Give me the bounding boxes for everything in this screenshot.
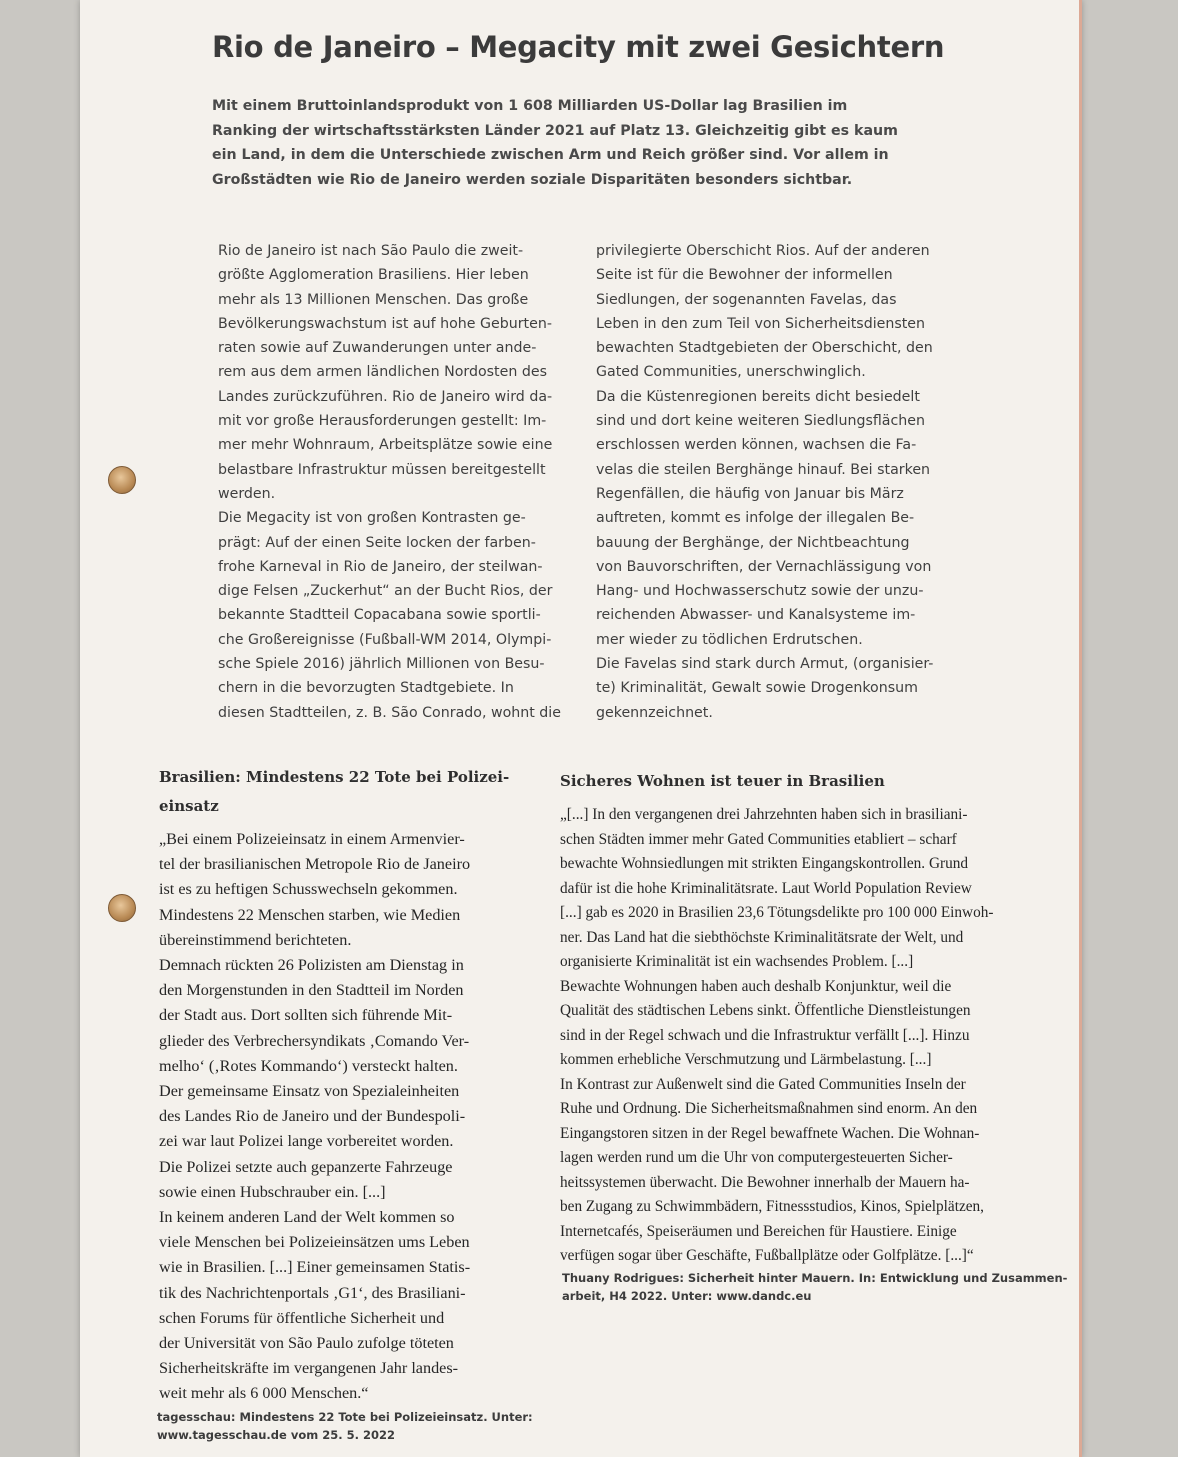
box-left-text: [159, 827, 529, 1407]
punch-hole-top: [108, 466, 136, 494]
box-left-line: den Morgenstunden in den Stadtteil im Norden: [159, 981, 464, 1000]
body-line: Die Megacity ist von großen Kontrasten ge-: [218, 510, 526, 527]
body-line: che Großereignisse (Fußball-WM 2014, Olympi-: [218, 631, 552, 648]
body-line: Die Favelas sind stark durch Armut, (organisier-: [596, 656, 934, 673]
box-left-line: glieder des Verbrechersyndikats ‚Comando Ver-: [159, 1031, 470, 1050]
page-title: Rio de Janeiro – Megacity mit zwei Gesichtern: [212, 30, 945, 64]
body-line: chern in die bevorzugten Stadtgebiete. In: [218, 680, 514, 697]
body-line: velas die steilen Berghänge hinauf. Bei starken: [596, 461, 931, 478]
box-left-line: übereinstimmend berichteten.: [159, 930, 352, 949]
body-line: Gated Communities, unerschwinglich.: [596, 364, 866, 381]
body-line: mehr als 13 Millionen Menschen. Das große: [218, 291, 529, 308]
box-right-line: heitssystemen überwacht. Die Bewohner innerhalb der Mauern ha-: [560, 1173, 970, 1191]
box-left-line: Mindestens 22 Menschen starben, wie Medien: [159, 905, 461, 924]
box-left-line: Die Polizei setzte auch gepanzerte Fahrzeuge: [159, 1157, 453, 1176]
box-right-title: Sicheres Wohnen ist teuer in Brasilien: [560, 772, 885, 790]
box-left-line: zei war laut Polizei lange vorbereitet worden.: [159, 1132, 454, 1151]
body-line: reichenden Abwasser- und Kanalsysteme im-: [596, 607, 916, 624]
box-left-line: wie in Brasilien. [...] Einer gemeinsamen Statis-: [159, 1258, 471, 1277]
box-right-line: In Kontrast zur Außenwelt sind die Gated Communities Inseln der: [560, 1075, 966, 1093]
source-line: www.tagesschau.de vom 25. 5. 2022: [157, 1428, 395, 1442]
box-right-line: lagen werden rund um die Uhr von computergesteuerten Sicher-: [560, 1149, 953, 1166]
body-line: Bevölkerungswachstum ist auf hohe Geburten-: [218, 315, 552, 332]
box-left-line: ist es zu heftigen Schusswechseln gekommen.: [159, 880, 458, 899]
body-line: größte Agglomeration Brasiliens. Hier leben: [218, 267, 529, 284]
intro-line: Großstädten wie Rio de Janeiro werden soziale Disparitäten besonders sichtbar.: [212, 171, 853, 188]
body-column-right: [596, 239, 976, 725]
box-left-line: tik des Nachrichtenportals ‚G1‘, des Brasiliani-: [159, 1283, 466, 1302]
body-line: Siedlungen, der sogenannten Favelas, das: [596, 291, 897, 308]
body-line: Regenfällen, die häufig von Januar bis März: [596, 485, 904, 502]
box-right-line: kommen erhebliche Verschmutzung und Lärmbelastung. [...]: [560, 1051, 932, 1068]
body-line: mer wieder zu tödlichen Erdrutschen.: [596, 631, 863, 648]
box-left-title-line: Brasilien: Mindestens 22 Tote bei Polizei-: [159, 768, 510, 786]
body-line: auftreten, kommt es infolge der illegalen Be-: [596, 510, 915, 527]
box-right-text: [560, 803, 1050, 1269]
box-left-line: viele Menschen bei Polizeieinsätzen ums Leben: [159, 1233, 470, 1252]
body-line: frohe Karneval in Rio de Janeiro, der steilwan-: [218, 558, 543, 575]
body-line: erschlossen werden können, wachsen die Fa-: [596, 437, 917, 454]
intro-line: Mit einem Bruttoinlandsprodukt von 1 608 Milliarden US-Dollar lag Brasilien im: [212, 98, 848, 114]
box-right-line: „[...] In den vergangenen drei Jahrzehnten haben sich in brasiliani-: [560, 806, 968, 823]
box-right-line: ner. Das Land hat die siebthöchste Kriminalitätsrate der Welt, und: [560, 928, 964, 946]
box-left-line: In keinem anderen Land der Welt kommen so: [159, 1208, 455, 1227]
box-right-source: [562, 1269, 1068, 1305]
body-line: raten sowie auf Zuwanderungen unter ande-: [218, 340, 537, 357]
box-left-line: schen Forums für öffentliche Sicherheit und: [159, 1308, 445, 1327]
box-left-line: tel der brasilianischen Metropole Rio de Janeiro: [159, 855, 471, 874]
body-line: belastbare Infrastruktur müssen bereitgestellt: [218, 461, 546, 478]
body-column-left: [218, 239, 578, 725]
box-right-line: schen Städten immer mehr Gated Communities etabliert – scharf: [560, 830, 957, 848]
box-left-line: „Bei einem Polizeieinsatz in einem Armenvier-: [159, 830, 465, 848]
box-left-line: der Stadt aus. Dort sollten sich führende Mit-: [159, 1006, 453, 1025]
intro-line: Ranking der wirtschaftsstärksten Länder 2021 auf Platz 13. Gleichzeitig gibt es kaum: [212, 122, 898, 139]
box-left-line: Sicherheitskräfte im vergangenen Jahr landes-: [159, 1359, 459, 1378]
body-line: prägt: Auf der einen Seite locken der farben-: [218, 534, 536, 551]
box-right-line: dafür ist die hohe Kriminalitätsrate. Laut World Population Review: [560, 879, 972, 897]
body-line: privilegierte Oberschicht Rios. Auf der anderen: [596, 243, 930, 259]
box-left-title-line: einsatz: [159, 797, 219, 815]
body-line: werden.: [218, 485, 276, 502]
source-line: tagesschau: Mindestens 22 Tote bei Polizeieinsatz. Unter:: [157, 1410, 533, 1424]
box-left-line: weit mehr als 6 000 Menschen.“: [159, 1384, 369, 1403]
box-left-line: Der gemeinsame Einsatz von Spezialeinheiten: [159, 1082, 460, 1101]
box-left-title: [159, 763, 539, 821]
box-left-source: [157, 1408, 537, 1444]
page-edge-mark: [1079, 0, 1082, 1457]
box-right-line: bewachte Wohnsiedlungen mit strikten Eingangskontrollen. Grund: [560, 855, 969, 872]
box-right-line: Bewachte Wohnungen haben auch deshalb Konjunktur, weil die: [560, 977, 952, 995]
body-line: rem aus dem armen ländlichen Nordosten des: [218, 364, 547, 381]
body-line: bewachten Stadtgebieten der Oberschicht, den: [596, 340, 933, 357]
punch-hole-bottom: [108, 894, 136, 922]
box-left-line: Demnach rückten 26 Polizisten am Dienstag in: [159, 956, 464, 975]
box-right-line: organisierte Kriminalität ist ein wachsendes Problem. [...]: [560, 953, 914, 970]
body-line: mer mehr Wohnraum, Arbeitsplätze sowie eine: [218, 437, 553, 454]
body-line: von Bauvorschriften, der Vernachlässigung von: [596, 558, 932, 575]
box-right-line: sind in der Regel schwach und die Infrastruktur verfällt [...]. Hinzu: [560, 1026, 970, 1044]
box-right-line: Internetcafés, Speiseräumen und Bereichen für Haustiere. Einige: [560, 1222, 957, 1240]
body-line: te) Kriminalität, Gewalt sowie Drogenkonsum: [596, 680, 918, 697]
body-line: sche Spiele 2016) jährlich Millionen von Besu-: [218, 656, 545, 673]
intro-line: ein Land, in dem die Unterschiede zwischen Arm und Reich größer sind. Vor allem in: [212, 147, 889, 164]
body-line: Landes zurückzuführen. Rio de Janeiro wird da-: [218, 388, 553, 405]
box-right-line: Ruhe und Ordnung. Die Sicherheitsmaßnahmen sind enorm. An den: [560, 1100, 978, 1117]
body-line: Seite ist für die Bewohner der informellen: [596, 267, 893, 284]
box-left-line: der Universität von São Paulo zufolge töteten: [159, 1334, 454, 1353]
body-line: sind und dort keine weiteren Siedlungsflächen: [596, 413, 926, 430]
box-right-line: verfügen sogar über Geschäfte, Fußballplätze oder Golfplätze. [...]“: [560, 1247, 974, 1264]
body-line: Rio de Janeiro ist nach São Paulo die zweit-: [218, 243, 524, 259]
body-line: diesen Stadtteilen, z. B. São Conrado, wohnt die: [218, 704, 561, 721]
body-line: mit vor große Herausforderungen gestellt: Im-: [218, 413, 547, 430]
box-left-line: des Landes Rio de Janeiro und der Bundespoli-: [159, 1107, 466, 1126]
body-line: Hang- und Hochwasserschutz sowie der unzu-: [596, 583, 924, 600]
box-right-line: ben Zugang zu Schwimmbädern, Fitnessstudios, Kinos, Spielplätzen,: [560, 1198, 985, 1215]
box-right-line: [...] gab es 2020 in Brasilien 23,6 Tötungsdelikte pro 100 000 Einwoh-: [560, 904, 994, 921]
box-left-line: sowie einen Hubschrauber ein. [...]: [159, 1182, 386, 1201]
box-right-line: Qualität des städtischen Lebens sinkt. Öffentliche Dienstleistungen: [560, 1002, 971, 1019]
source-line: Thuany Rodrigues: Sicherheit hinter Mauern. In: Entwicklung und Zusammen-: [562, 1271, 1068, 1285]
body-line: Leben in den zum Teil von Sicherheitsdiensten: [596, 315, 926, 332]
intro-paragraph: [212, 94, 898, 192]
body-line: gekennzeichnet.: [596, 704, 713, 721]
source-line: arbeit, H4 2022. Unter: www.dandc.eu: [562, 1289, 812, 1303]
body-line: dige Felsen „Zuckerhut“ an der Bucht Rios, der: [218, 583, 553, 600]
box-left-line: melho‘ (‚Rotes Kommando‘) versteckt halten.: [159, 1056, 458, 1075]
body-line: Da die Küstenregionen bereits dicht besiedelt: [596, 388, 920, 405]
body-line: bauung der Berghänge, der Nichtbeachtung: [596, 534, 910, 551]
body-line: bekannte Stadtteil Copacabana sowie sportli-: [218, 607, 541, 624]
box-right-line: Eingangstoren sitzen in der Regel bewaffnete Wachen. Die Wohnan-: [560, 1124, 980, 1142]
